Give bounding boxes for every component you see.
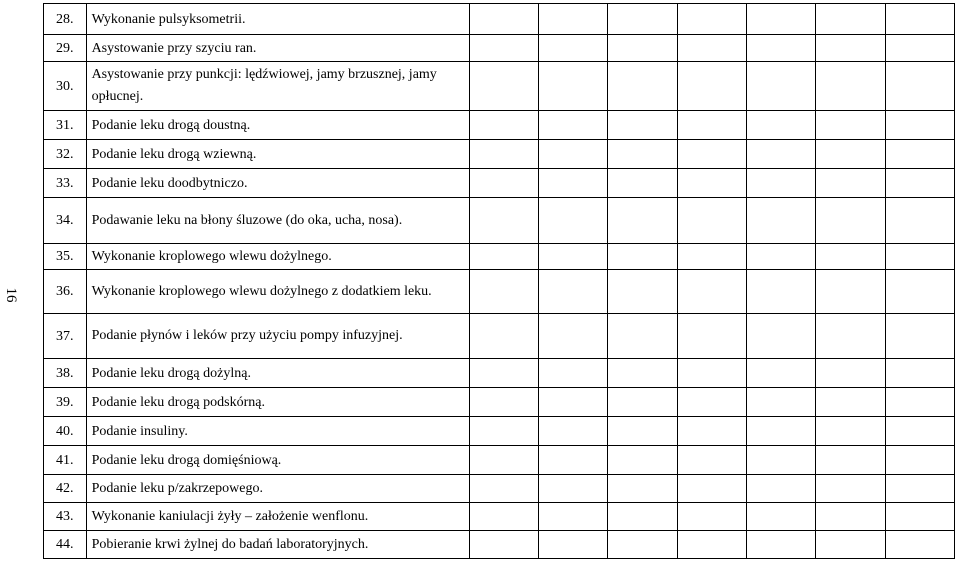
entry-cell[interactable]	[747, 244, 816, 270]
procedure-description: Wykonanie pulsyksometrii.	[86, 4, 469, 35]
entry-cell[interactable]	[608, 111, 677, 140]
entry-cell[interactable]	[677, 388, 746, 417]
procedure-description: Pobieranie krwi żylnej do badań laboratoryjnych.	[86, 531, 469, 559]
procedure-description: Asystowanie przy szyciu ran.	[86, 35, 469, 62]
table-row	[44, 35, 955, 62]
table-row	[44, 140, 955, 169]
row-number: 34.	[44, 198, 87, 244]
procedure-description: Podanie leku drogą podskórną.	[86, 388, 469, 417]
row-number: 39.	[44, 388, 87, 417]
entry-cell[interactable]	[469, 417, 538, 446]
entry-cell[interactable]	[539, 244, 608, 270]
entry-cell[interactable]	[747, 270, 816, 314]
entry-cell[interactable]	[539, 475, 608, 503]
table-row	[44, 62, 955, 111]
entry-cell[interactable]	[747, 62, 816, 111]
entry-cell[interactable]	[608, 446, 677, 475]
entry-cell[interactable]	[816, 169, 885, 198]
entry-cell[interactable]	[539, 359, 608, 388]
procedure-description: Podanie leku drogą dożylną.	[86, 359, 469, 388]
row-number: 40.	[44, 417, 87, 446]
entry-cell[interactable]	[885, 503, 954, 531]
entry-cell[interactable]	[885, 475, 954, 503]
table-row	[44, 475, 955, 503]
entry-cell[interactable]	[747, 417, 816, 446]
entry-cell[interactable]	[469, 35, 538, 62]
entry-cell[interactable]	[747, 503, 816, 531]
entry-cell[interactable]	[885, 140, 954, 169]
entry-cell[interactable]	[469, 270, 538, 314]
entry-cell[interactable]	[469, 4, 538, 35]
entry-cell[interactable]	[885, 314, 954, 359]
entry-cell[interactable]	[469, 169, 538, 198]
entry-cell[interactable]	[608, 503, 677, 531]
entry-cell[interactable]	[816, 111, 885, 140]
entry-cell[interactable]	[608, 198, 677, 244]
entry-cell[interactable]	[677, 62, 746, 111]
entry-cell[interactable]	[539, 111, 608, 140]
entry-cell[interactable]	[885, 359, 954, 388]
entry-cell[interactable]	[608, 388, 677, 417]
table-row	[44, 417, 955, 446]
entry-cell[interactable]	[816, 198, 885, 244]
entry-cell[interactable]	[469, 314, 538, 359]
entry-cell[interactable]	[885, 62, 954, 111]
row-number: 37.	[44, 314, 87, 359]
entry-cell[interactable]	[608, 531, 677, 559]
entry-cell[interactable]	[608, 62, 677, 111]
entry-cell[interactable]	[747, 359, 816, 388]
row-number: 30.	[44, 62, 87, 111]
entry-cell[interactable]	[816, 244, 885, 270]
entry-cell[interactable]	[816, 417, 885, 446]
entry-cell[interactable]	[469, 198, 538, 244]
table-row	[44, 446, 955, 475]
entry-cell[interactable]	[539, 169, 608, 198]
row-number: 36.	[44, 270, 87, 314]
entry-cell[interactable]	[469, 475, 538, 503]
entry-cell[interactable]	[885, 244, 954, 270]
entry-cell[interactable]	[677, 140, 746, 169]
entry-cell[interactable]	[885, 111, 954, 140]
entry-cell[interactable]	[816, 359, 885, 388]
procedures-table	[43, 3, 955, 559]
entry-cell[interactable]	[539, 503, 608, 531]
row-number: 38.	[44, 359, 87, 388]
entry-cell[interactable]	[677, 417, 746, 446]
page-number: 16	[3, 287, 20, 303]
entry-cell[interactable]	[885, 198, 954, 244]
procedures-table-body	[44, 4, 955, 559]
entry-cell[interactable]	[608, 314, 677, 359]
entry-cell[interactable]	[677, 111, 746, 140]
entry-cell[interactable]	[677, 503, 746, 531]
entry-cell[interactable]	[469, 446, 538, 475]
procedure-description: Wykonanie kroplowego wlewu dożylnego z dodatkiem leku.	[86, 270, 469, 314]
entry-cell[interactable]	[885, 446, 954, 475]
procedure-description: Podanie insuliny.	[86, 417, 469, 446]
procedure-description: Podanie leku drogą doustną.	[86, 111, 469, 140]
entry-cell[interactable]	[539, 4, 608, 35]
table-row	[44, 314, 955, 359]
entry-cell[interactable]	[608, 140, 677, 169]
entry-cell[interactable]	[469, 244, 538, 270]
entry-cell[interactable]	[747, 314, 816, 359]
entry-cell[interactable]	[608, 244, 677, 270]
table-row	[44, 169, 955, 198]
entry-cell[interactable]	[816, 475, 885, 503]
entry-cell[interactable]	[469, 140, 538, 169]
entry-cell[interactable]	[677, 198, 746, 244]
entry-cell[interactable]	[885, 4, 954, 35]
table-row	[44, 4, 955, 35]
entry-cell[interactable]	[885, 35, 954, 62]
entry-cell[interactable]	[539, 314, 608, 359]
entry-cell[interactable]	[539, 417, 608, 446]
table-row	[44, 198, 955, 244]
row-number: 44.	[44, 531, 87, 559]
entry-cell[interactable]	[677, 270, 746, 314]
entry-cell[interactable]	[747, 169, 816, 198]
entry-cell[interactable]	[677, 169, 746, 198]
entry-cell[interactable]	[539, 270, 608, 314]
entry-cell[interactable]	[608, 35, 677, 62]
entry-cell[interactable]	[608, 270, 677, 314]
procedure-description: Wykonanie kroplowego wlewu dożylnego.	[86, 244, 469, 270]
entry-cell[interactable]	[469, 111, 538, 140]
row-number: 28.	[44, 4, 87, 35]
entry-cell[interactable]	[816, 35, 885, 62]
table-row	[44, 111, 955, 140]
entry-cell[interactable]	[816, 314, 885, 359]
row-number: 33.	[44, 169, 87, 198]
entry-cell[interactable]	[816, 446, 885, 475]
procedure-description: Podanie leku drogą wziewną.	[86, 140, 469, 169]
procedure-description: Podanie leku doodbytniczo.	[86, 169, 469, 198]
row-number: 41.	[44, 446, 87, 475]
entry-cell[interactable]	[747, 531, 816, 559]
procedure-description: Podawanie leku na błony śluzowe (do oka, ucha, nosa).	[86, 198, 469, 244]
procedure-description: Podanie płynów i leków przy użyciu pompy infuzyjnej.	[86, 314, 469, 359]
entry-cell[interactable]	[469, 388, 538, 417]
table-row	[44, 244, 955, 270]
entry-cell[interactable]	[677, 35, 746, 62]
entry-cell[interactable]	[608, 359, 677, 388]
table-row	[44, 503, 955, 531]
entry-cell[interactable]	[747, 111, 816, 140]
entry-cell[interactable]	[677, 446, 746, 475]
row-number: 43.	[44, 503, 87, 531]
entry-cell[interactable]	[469, 503, 538, 531]
entry-cell[interactable]	[469, 359, 538, 388]
row-number: 31.	[44, 111, 87, 140]
entry-cell[interactable]	[677, 244, 746, 270]
procedure-description: Podanie leku drogą domięśniową.	[86, 446, 469, 475]
entry-cell[interactable]	[747, 388, 816, 417]
entry-cell[interactable]	[816, 503, 885, 531]
entry-cell[interactable]	[539, 446, 608, 475]
entry-cell[interactable]	[539, 531, 608, 559]
procedure-description: Podanie leku p/zakrzepowego.	[86, 475, 469, 503]
entry-cell[interactable]	[608, 417, 677, 446]
table-row	[44, 388, 955, 417]
procedure-description: Asystowanie przy punkcji: lędźwiowej, jamy brzusznej, jamy opłucnej.	[86, 62, 469, 111]
entry-cell[interactable]	[747, 140, 816, 169]
entry-cell[interactable]	[539, 198, 608, 244]
row-number: 32.	[44, 140, 87, 169]
entry-cell[interactable]	[608, 475, 677, 503]
entry-cell[interactable]	[677, 4, 746, 35]
table-row	[44, 270, 955, 314]
entry-cell[interactable]	[885, 270, 954, 314]
entry-cell[interactable]	[747, 446, 816, 475]
entry-cell[interactable]	[816, 140, 885, 169]
entry-cell[interactable]	[816, 270, 885, 314]
entry-cell[interactable]	[469, 531, 538, 559]
entry-cell[interactable]	[816, 531, 885, 559]
entry-cell[interactable]	[539, 388, 608, 417]
procedure-description: Wykonanie kaniulacji żyły – założenie wenflonu.	[86, 503, 469, 531]
entry-cell[interactable]	[608, 4, 677, 35]
row-number: 42.	[44, 475, 87, 503]
entry-cell[interactable]	[677, 475, 746, 503]
row-number: 29.	[44, 35, 87, 62]
entry-cell[interactable]	[539, 35, 608, 62]
entry-cell[interactable]	[747, 475, 816, 503]
entry-cell[interactable]	[816, 4, 885, 35]
entry-cell[interactable]	[885, 417, 954, 446]
entry-cell[interactable]	[885, 531, 954, 559]
table-row	[44, 359, 955, 388]
row-number: 35.	[44, 244, 87, 270]
entry-cell[interactable]	[677, 531, 746, 559]
entry-cell[interactable]	[677, 314, 746, 359]
table-row	[44, 531, 955, 559]
entry-cell[interactable]	[885, 388, 954, 417]
entry-cell[interactable]	[816, 62, 885, 111]
entry-cell[interactable]	[539, 62, 608, 111]
entry-cell[interactable]	[677, 359, 746, 388]
entry-cell[interactable]	[747, 35, 816, 62]
entry-cell[interactable]	[469, 62, 538, 111]
entry-cell[interactable]	[747, 4, 816, 35]
entry-cell[interactable]	[608, 169, 677, 198]
entry-cell[interactable]	[885, 169, 954, 198]
entry-cell[interactable]	[539, 140, 608, 169]
entry-cell[interactable]	[747, 198, 816, 244]
entry-cell[interactable]	[816, 388, 885, 417]
